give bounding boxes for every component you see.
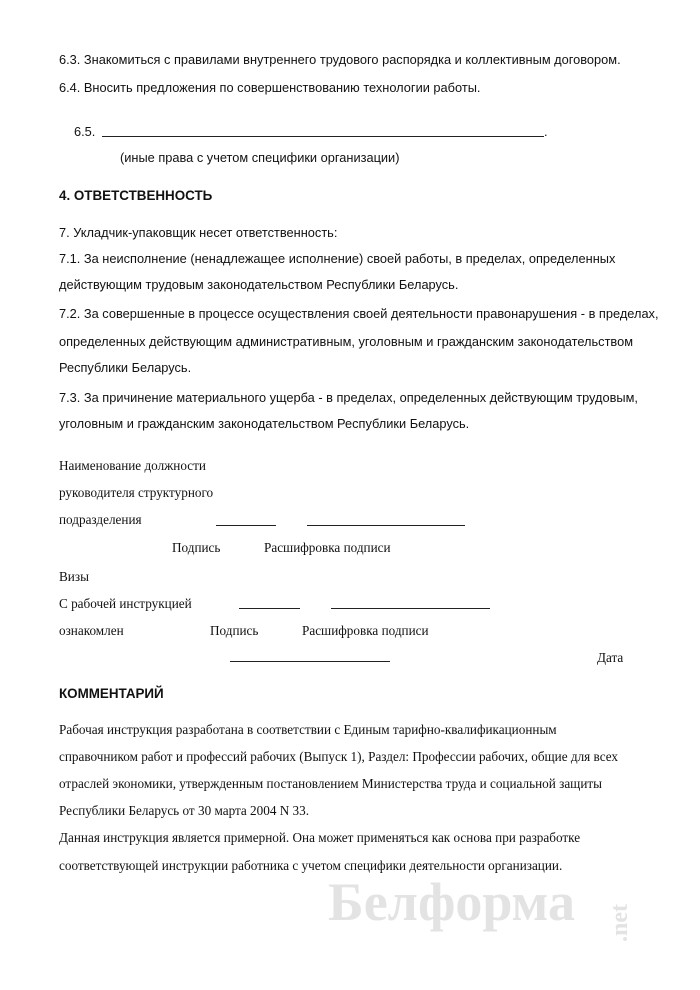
right-6-5-blank-line xyxy=(102,136,544,137)
acknowledged-line-1: С рабочей инструкцией xyxy=(59,596,192,611)
acknowledged-line-2: ознакомлен xyxy=(59,623,124,638)
right-6-5-period: . xyxy=(544,124,548,139)
right-6-5-number: 6.5. xyxy=(74,124,96,139)
visas-label: Визы xyxy=(59,569,89,584)
comment-title: КОММЕНТАРИЙ xyxy=(59,686,164,701)
right-6-3: 6.3. Знакомиться с правилами внутреннего трудового распорядка и коллективным договором. xyxy=(59,52,621,67)
head-decoding-label: Расшифровка подписи xyxy=(264,540,391,555)
section-4-title: 4. ОТВЕТСТВЕННОСТЬ xyxy=(59,188,213,203)
date-line xyxy=(230,661,390,662)
head-position-line-3: подразделения xyxy=(59,512,142,527)
watermark-logo: Белформа xyxy=(328,872,575,932)
comment-p1-line-1: Рабочая инструкция разработана в соответствии с Единым тарифно-квалификационным xyxy=(59,722,557,737)
clause-7-3-line-1: 7.3. За причинение материального ущерба - в пределах, определенных действующим трудовым, xyxy=(59,390,638,405)
clause-7: 7. Укладчик-упаковщик несет ответственность: xyxy=(59,225,338,240)
clause-7-1-line-1: 7.1. За неисполнение (ненадлежащее исполнение) своей работы, в пределах, определенных xyxy=(59,251,616,266)
head-position-line-1: Наименование должности xyxy=(59,458,206,473)
ack-decoding-label: Расшифровка подписи xyxy=(302,623,429,638)
clause-7-2-line-3: Республики Беларусь. xyxy=(59,360,192,375)
clause-7-2-line-1: 7.2. За совершенные в процессе осуществления своей деятельности правонарушения - в пределах, xyxy=(59,306,659,321)
date-label: Дата xyxy=(597,650,624,665)
comment-p2-line-1: Данная инструкция является примерной. Она может применяться как основа при разработке xyxy=(59,830,581,845)
comment-p1-line-2: справочником работ и профессий рабочих (Выпуск 1), Раздел: Профессии рабочих, общие для всех xyxy=(59,749,618,764)
right-6-4: 6.4. Вносить предложения по совершенствованию технологии работы. xyxy=(59,80,481,95)
head-signature-label: Подпись xyxy=(172,540,221,555)
head-signature-line xyxy=(216,525,276,526)
clause-7-2-line-2: определенных действующим административным, уголовным и гражданским законодательством xyxy=(59,334,634,349)
comment-p2-line-2: соответствующей инструкции работника с учетом специфики деятельности организации. xyxy=(59,858,563,873)
comment-p1-line-4: Республики Беларусь от 30 марта 2004 N 33. xyxy=(59,803,310,818)
ack-signature-line xyxy=(239,608,300,609)
head-position-line-2: руководителя структурного xyxy=(59,485,214,500)
ack-decoding-line xyxy=(331,608,490,609)
watermark-tld: .net xyxy=(607,904,633,942)
ack-signature-label: Подпись xyxy=(210,623,259,638)
head-decoding-line xyxy=(307,525,465,526)
right-6-5-caption: (иные права с учетом специфики организации) xyxy=(120,150,400,165)
comment-p1-line-3: отраслей экономики, утвержденным постановлением Министерства труда и социальной защиты xyxy=(59,776,603,791)
clause-7-3-line-2: уголовным и гражданским законодательством Республики Беларусь. xyxy=(59,416,470,431)
clause-7-1-line-2: действующим трудовым законодательством Республики Беларусь. xyxy=(59,277,459,292)
